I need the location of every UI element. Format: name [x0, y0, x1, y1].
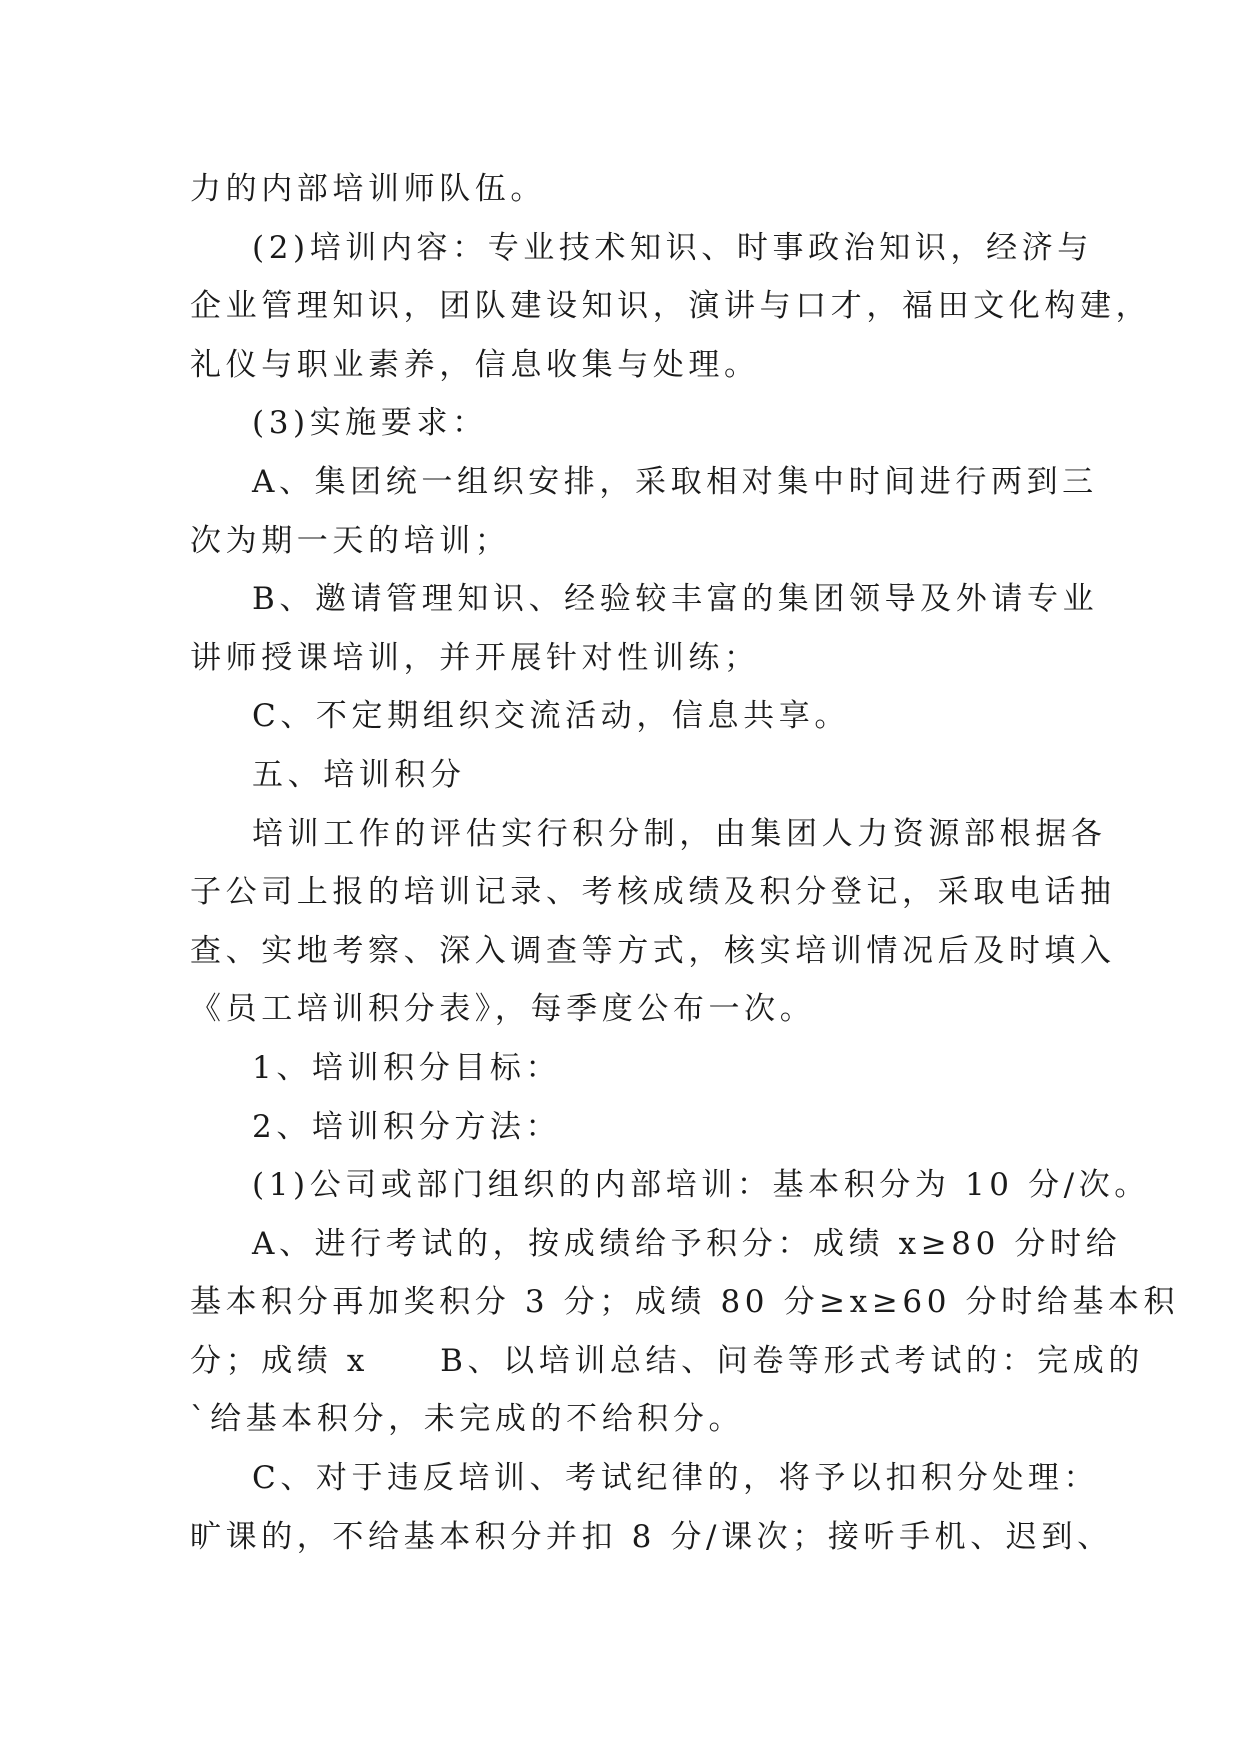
text-line: C、对于违反培训、考试纪律的，将予以扣积分处理： [252, 1460, 1100, 1497]
text-line: C、不定期组织交流活动，信息共享。 [252, 698, 850, 735]
document-body [190, 160, 1180, 1566]
text-line: `给基本积分，未完成的不给积分。 [190, 1401, 745, 1438]
text-line: A、集团统一组织安排，采取相对集中时间进行两到三 [252, 463, 1098, 500]
text-line: 分；成绩 x B、以培训总结、问卷等形式考试的：完成的 [190, 1342, 1144, 1379]
text-line: 1、培训积分目标： [252, 1049, 562, 1086]
text-line: 讲师授课培训，并开展针对性训练； [190, 639, 760, 676]
text-line: B、邀请管理知识、经验较丰富的集团领导及外请专业 [252, 581, 1099, 618]
text-line: (3)实施要求： [252, 405, 488, 442]
text-line: 基本积分再加奖积分 3 分；成绩 80 分≥x≥60 分时给基本积 [190, 1284, 1180, 1321]
text-line: 子公司上报的培训记录、考核成绩及积分登记，采取电话抽 [190, 874, 1116, 911]
text-line: 《员工培训积分表》，每季度公布一次。 [190, 991, 816, 1028]
text-line: 2、培训积分方法： [252, 1108, 562, 1145]
text-line: A、进行考试的，按成绩给予积分：成绩 x≥80 分时给 [252, 1225, 1122, 1262]
text-line: (2)培训内容：专业技术知识、时事政治知识，经济与 [252, 229, 1093, 266]
text-line: (1)公司或部门组织的内部培训：基本积分为 10 分/次。 [252, 1167, 1150, 1204]
text-line: 旷课的，不给基本积分并扣 8 分/课次；接听手机、迟到、 [190, 1518, 1113, 1555]
text-line: 培训工作的评估实行积分制，由集团人力资源部根据各 [252, 815, 1107, 852]
text-line: 礼仪与职业素养，信息收集与处理。 [190, 346, 760, 383]
text-line: 力的内部培训师队伍。 [190, 171, 546, 207]
text-line: 次为期一天的培训； [190, 522, 511, 559]
text-line: 企业管理知识，团队建设知识，演讲与口才，福田文化构建， [190, 288, 1152, 325]
text-line: 查、实地考察、深入调查等方式，核实培训情况后及时填入 [190, 932, 1116, 969]
section-heading: 五、培训积分 [252, 756, 466, 793]
